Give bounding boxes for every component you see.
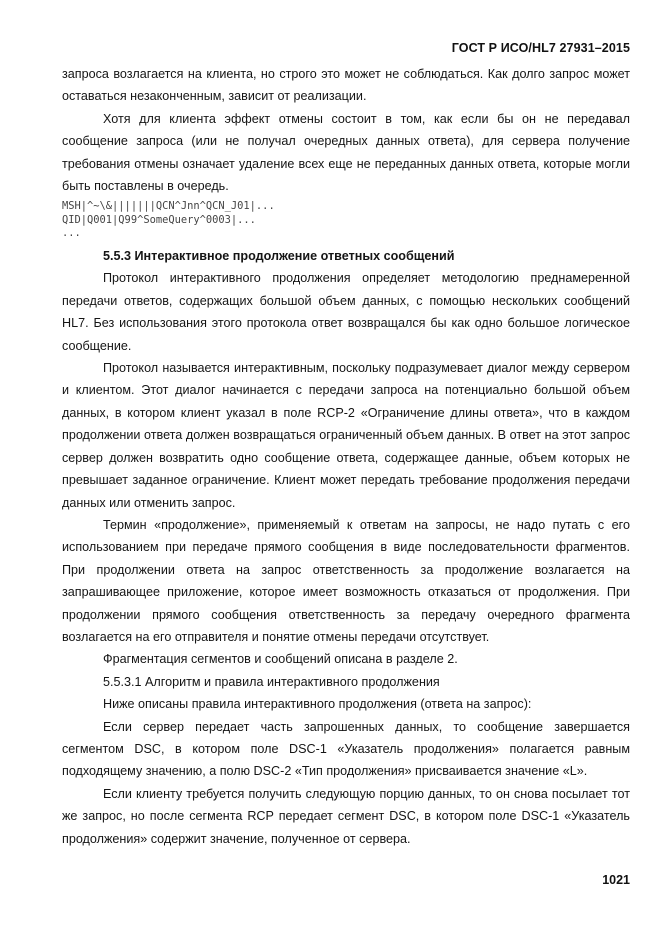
paragraph-rule-server: Если сервер передает часть запрошенных данных, то сообщение завершается сегментом DSC, в котором поле DSC-1 «Указатель продолжения» полагается равным подходящему значению, а полю DSC-2 «Тип продолжения» присваивается значение «L». [62, 719, 630, 779]
document-code-header: ГОСТ Р ИСО/HL7 27931–2015 [451, 41, 630, 55]
paragraph-rules-intro: Ниже описаны правила интерактивного продолжения (ответа на запрос): [103, 697, 532, 712]
code-line-qid: QID|Q001|Q99^SomeQuery^0003|... [62, 213, 256, 226]
paragraph-cancel-effect: Хотя для клиента эффект отмены состоит в том, как если бы он не передавал сообщение запроса (или не получал очередных данных ответа), для сервера получение требования отмены означает удаление всех еще не переданных данных ответа, которые могли быть поставлены в очередь. [62, 111, 630, 194]
paragraph-continuation-term: Термин «продолжение», применяемый к ответам на запросы, не надо путать с его использованием при передаче прямого сообщения в виде последовательности фрагментов. При продолжении ответа на запрос ответственность за продолжение возлагается на запрашивающее приложение, которое имеет возможность отказаться от продолжения. При продолжении прямого сообщения ответственность за передачу очередного фрагмента возлагается на его отправителя и понятие отмены передачи отсутствует. [62, 517, 630, 644]
subsection-heading: 5.5.3.1 Алгоритм и правила интерактивного продолжения [103, 674, 440, 689]
code-line-msh: MSH|^~\&|||||||QCN^Jnn^QCN_J01|... [62, 200, 275, 213]
page-body [62, 63, 630, 850]
paragraph-interactive-dialog: Протокол называется интерактивным, поскольку подразумевает диалог между сервером и клиентом. Этот диалог начинается с передачи запроса на потенциально большой объем данных, в котором клиент указал в поле RCP-2 «Ограничение длины ответа», что в каждом продолжении ответа должен возвращаться ограниченный объем данных. В ответ на этот запрос сервер должен возвратить одно сообщение ответа, содержащее данные, объем которых не превышает заданное ограничение. Клиент может передать требование продолжения передачи данных или отменить запрос. [62, 361, 630, 510]
code-line-ellipsis: ... [62, 226, 81, 239]
paragraph-continuation: запроса возлагается на клиента, но строго это может не соблюдаться. Как долго запрос может оставаться незаконченным, зависит от реализации. [62, 67, 630, 104]
code-example [62, 200, 630, 240]
paragraph-rule-client: Если клиенту требуется получить следующую порцию данных, то он снова посылает тот же запрос, но после сегмента RCP передает сегмент DSC, в котором поле DSC-1 «Указатель продолжения» содержит значение, полученное от сервера. [62, 786, 630, 846]
section-heading: 5.5.3 Интерактивное продолжение ответных сообщений [103, 249, 455, 264]
paragraph-protocol-definition: Протокол интерактивного продолжения определяет методологию преднамеренной передачи ответов, содержащих большой объем данных, с помощью нескольких сообщений HL7. Без использования этого протокола ответ возвращался бы как одно большое логическое сообщение. [62, 271, 630, 353]
paragraph-fragmentation: Фрагментация сегментов и сообщений описана в разделе 2. [103, 652, 458, 667]
page-number: 1021 [602, 873, 630, 887]
